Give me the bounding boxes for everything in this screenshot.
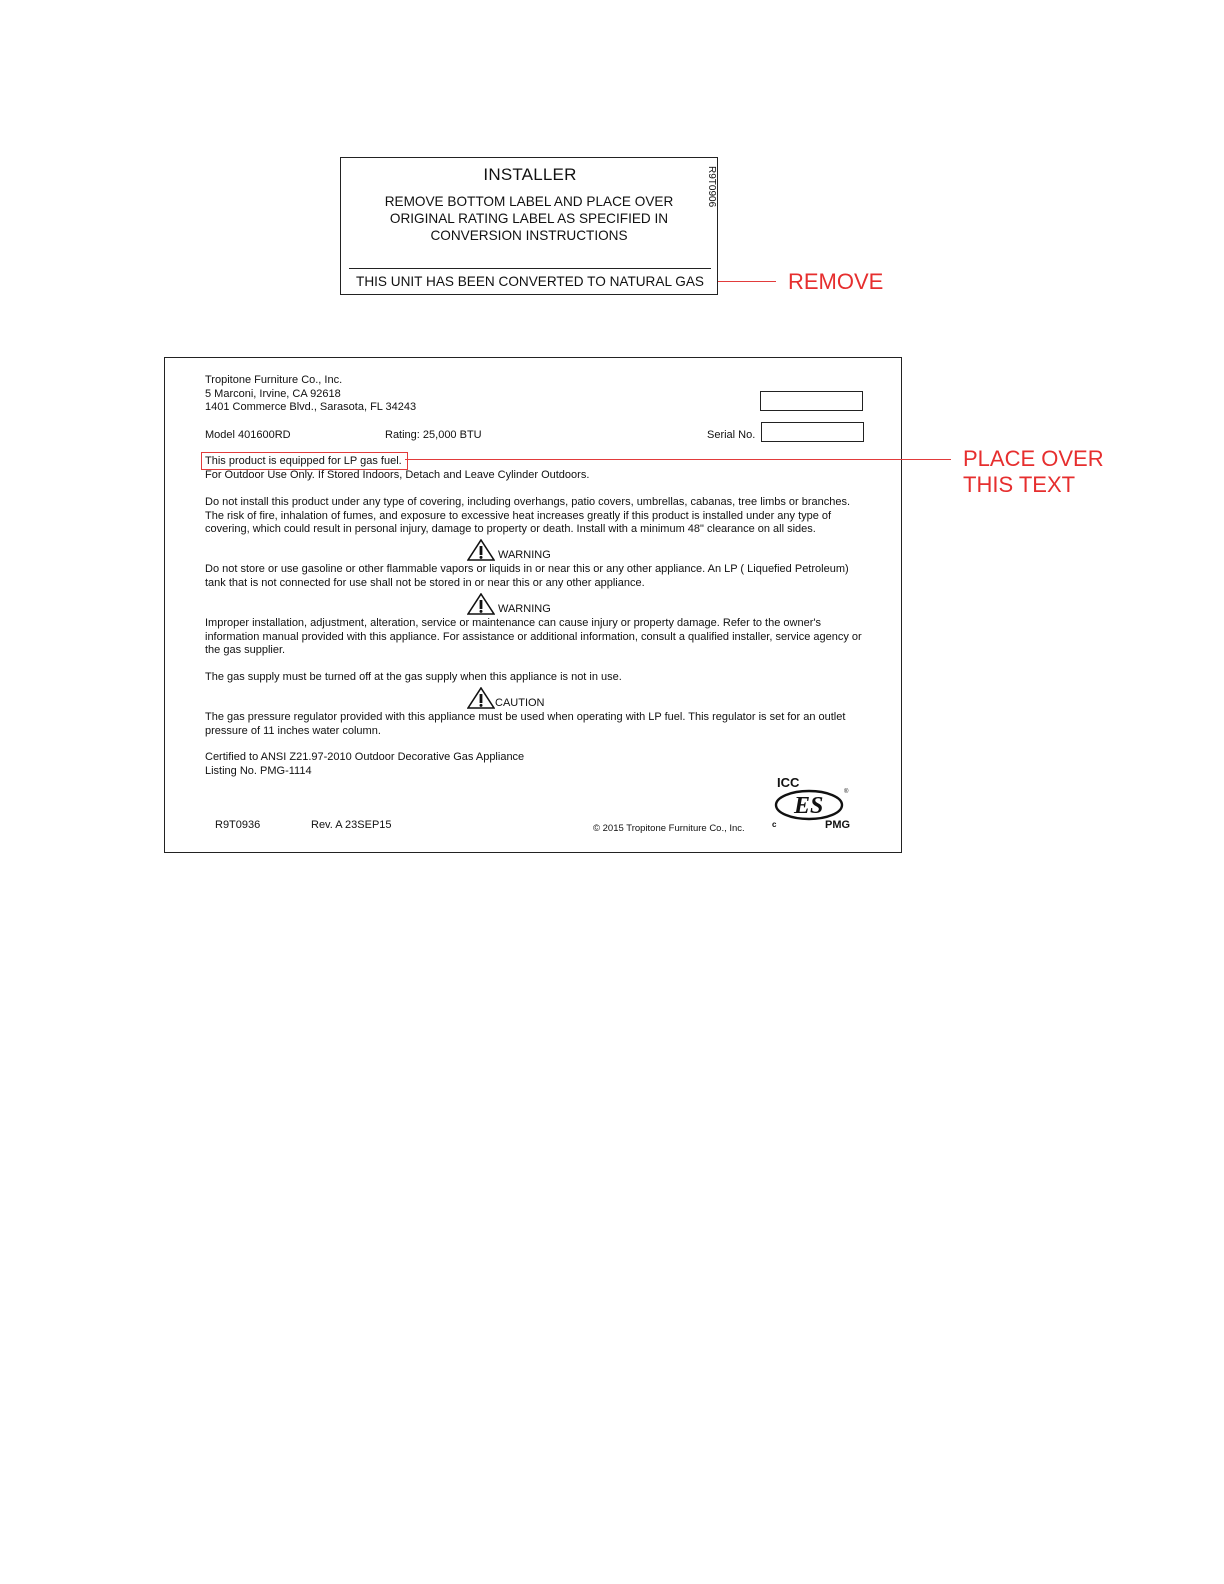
address-line: 5 Marconi, Irvine, CA 92618	[205, 387, 341, 400]
installer-part-code: R9T0906	[706, 166, 717, 208]
label-part-number: R9T0936	[215, 819, 261, 831]
text-line: The gas pressure regulator provided with this appliance must be used when operating with LP fuel. This regulator is set for an outlet	[205, 711, 846, 723]
certification	[205, 751, 885, 778]
logo-icc-text: ICC	[777, 775, 800, 790]
tear-line	[349, 268, 711, 269]
company-address	[205, 374, 416, 415]
callout-line: PLACE OVER	[963, 446, 1104, 471]
instruction-line: CONVERSION INSTRUCTIONS	[430, 228, 628, 243]
regulator-caution	[205, 711, 885, 738]
logo-pmg-text: PMG	[825, 819, 851, 831]
company-name: Tropitone Furniture Co., Inc.	[205, 374, 343, 386]
covering-warning	[205, 496, 885, 537]
caution-heading	[467, 687, 545, 709]
caution-triangle-icon	[467, 687, 495, 709]
certified-text: Certified to ANSI Z21.97-2010 Outdoor Decorative Gas Appliance	[205, 751, 525, 763]
lp-text-highlight-box	[201, 452, 408, 470]
logo-corner-text: c	[772, 820, 777, 829]
remove-callout: REMOVE	[788, 269, 884, 294]
flammable-warning	[205, 563, 885, 590]
warning-heading	[467, 539, 551, 561]
text-line: Do not store or use gasoline or other flammable vapors or liquids in or near this or any other appliance. An LP ( Liquefied Petroleum)	[205, 563, 849, 575]
text-line: The risk of fire, inhalation of fumes, and exposure to excessive heat increases greatly if this product is installed under any type of	[205, 509, 832, 522]
text-line: the gas supplier.	[205, 644, 286, 656]
outdoor-use-text: For Outdoor Use Only. If Stored Indoors, Detach and Leave Cylinder Outdoors.	[205, 469, 590, 481]
remove-leader-line	[718, 281, 776, 282]
warning-label: WARNING	[498, 603, 551, 615]
btu-rating: Rating: 25,000 BTU	[385, 429, 482, 441]
warning-triangle-icon	[467, 539, 495, 561]
converted-strip: THIS UNIT HAS BEEN CONVERTED TO NATURAL GAS	[356, 274, 704, 289]
label-revision: Rev. A 23SEP15	[311, 819, 392, 831]
gas-supply-text: The gas supply must be turned off at the gas supply when this appliance is not in use.	[205, 671, 622, 683]
instruction-line: REMOVE BOTTOM LABEL AND PLACE OVER	[384, 194, 674, 209]
logo-es-text: ES	[794, 793, 824, 819]
installer-title: INSTALLER	[483, 165, 577, 184]
warning-heading	[467, 593, 551, 615]
copyright: © 2015 Tropitone Furniture Co., Inc.	[593, 823, 745, 834]
warning-label: WARNING	[498, 549, 551, 561]
model-number: Model 401600RD	[205, 429, 291, 441]
callout-line: THIS TEXT	[963, 472, 1076, 497]
serial-number-box	[761, 422, 864, 442]
place-over-leader-line	[405, 459, 951, 460]
icc-es-pmg-logo	[769, 775, 853, 831]
text-line: Do not install this product under any type of covering, including overhangs, patio covers, umbrellas, cabanas, tree limbs or branches.	[205, 496, 851, 508]
installation-warning	[205, 617, 885, 658]
serial-label: Serial No.	[707, 429, 756, 441]
installer-label	[340, 157, 718, 295]
instruction-line: ORIGINAL RATING LABEL AS SPECIFIED IN	[389, 211, 669, 226]
logo-registered-mark: ®	[844, 789, 849, 795]
warning-triangle-icon	[467, 593, 495, 615]
text-line: information manual provided with this appliance. For assistance or additional information, consult a qualified installer, service agency or	[205, 630, 862, 643]
address-line: 1401 Commerce Blvd., Sarasota, FL 34243	[205, 401, 417, 413]
listing-number: Listing No. PMG-1114	[205, 764, 312, 777]
rating-label	[164, 357, 902, 853]
place-over-callout	[963, 446, 1104, 498]
caution-label: CAUTION	[495, 697, 545, 709]
installer-instructions	[361, 193, 697, 244]
blank-field-box	[760, 391, 863, 411]
text-line: covering, which could result in personal injury, damage to property or death. Install with a minimum 48" clearance on all sides.	[205, 523, 816, 535]
text-line: Improper installation, adjustment, alteration, service or maintenance can cause injury or property damage. Refer to the owner's	[205, 617, 821, 629]
text-line: pressure of 11 inches water column.	[205, 724, 381, 737]
lp-fuel-text: This product is equipped for LP gas fuel.	[205, 455, 402, 467]
text-line: tank that is not connected for use shall not be stored in or near this or any other appliance.	[205, 576, 645, 589]
